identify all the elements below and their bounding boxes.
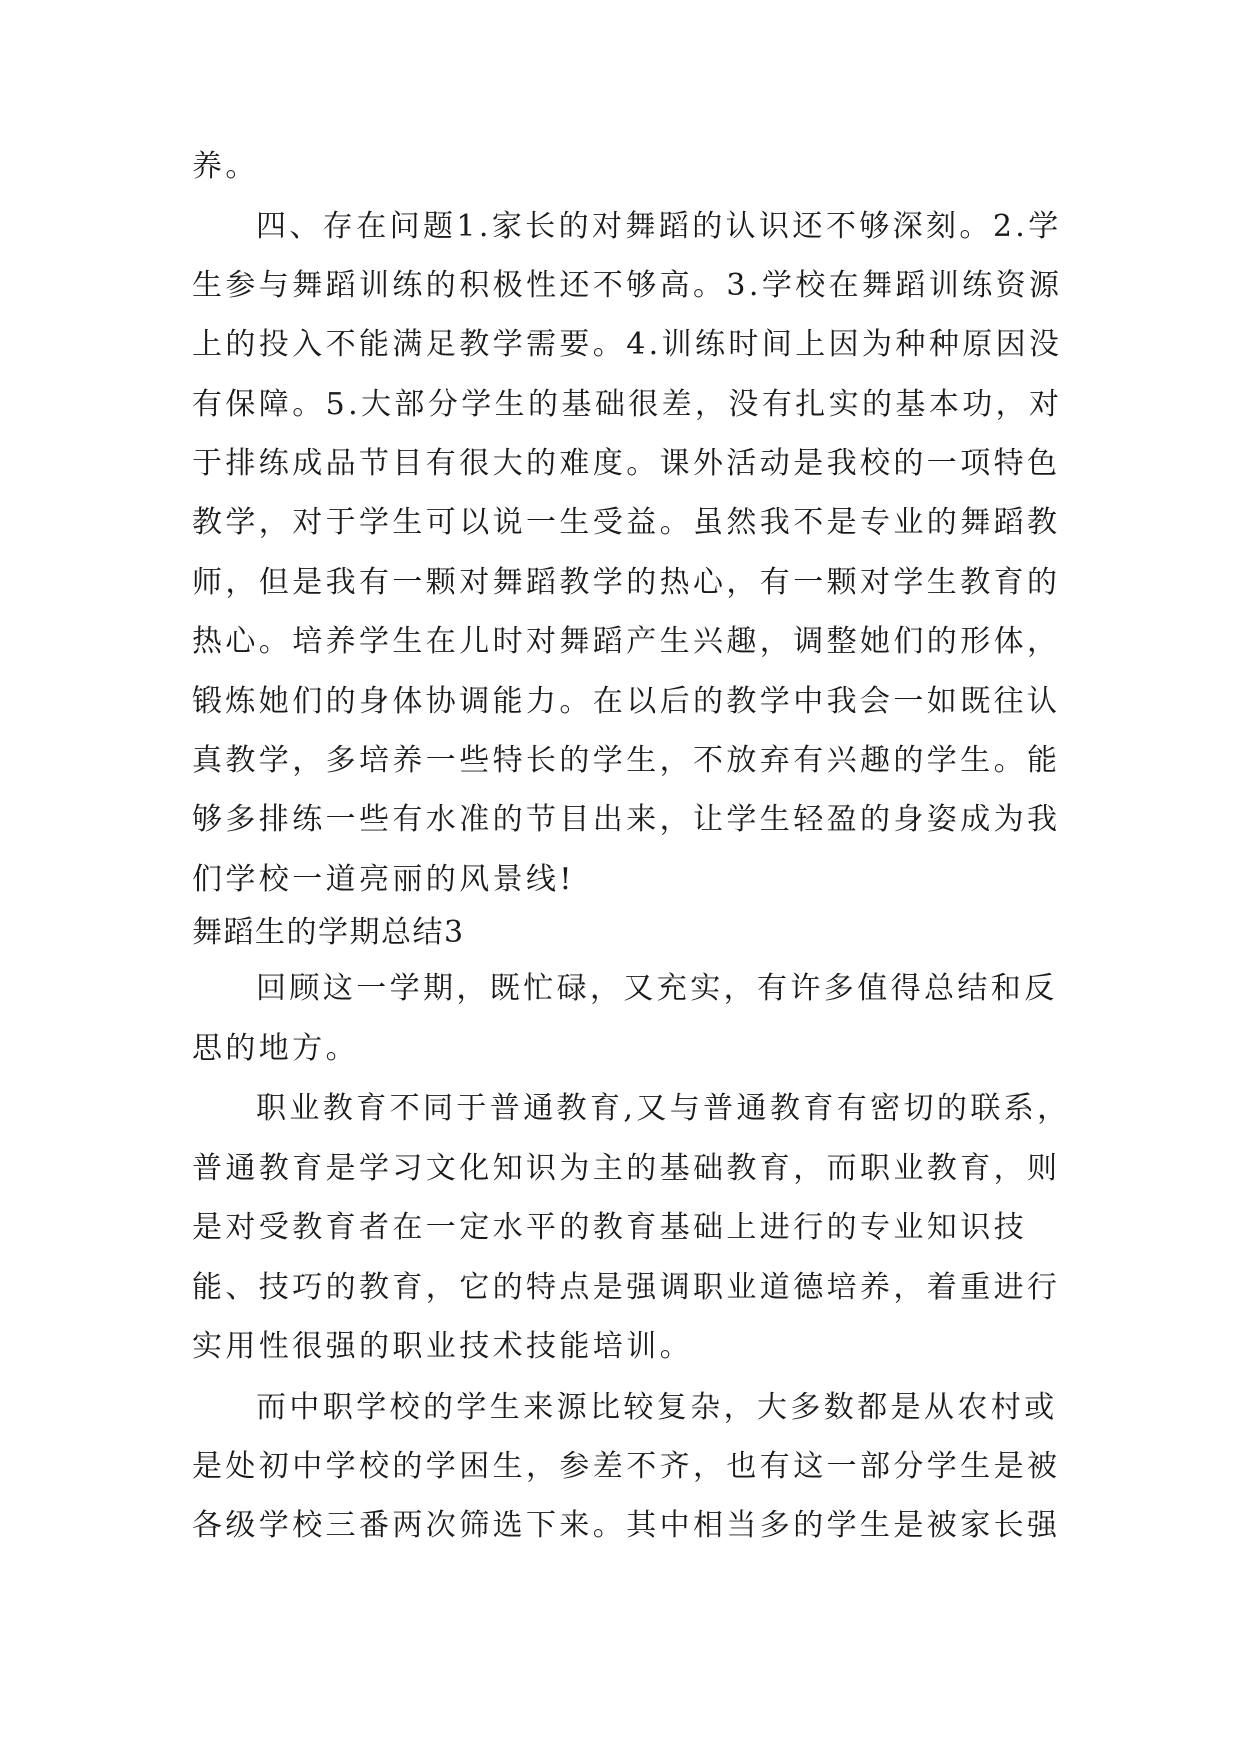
text-line: 够多排练一些有水准的节目出来，让学生轻盈的身姿成为我 [192, 802, 1061, 837]
text-line: 各级学校三番两次筛选下来。其中相当多的学生是被家长强 [192, 1508, 1061, 1543]
text-line: 思的地方。 [192, 1031, 359, 1066]
text-line: 们学校一道亮丽的风景线! [192, 862, 575, 897]
text-line: 能、技巧的教育，它的特点是强调职业道德培养，着重进行 [192, 1270, 1061, 1305]
text-line: 锻炼她们的身体协调能力。在以后的教学中我会一如既往认 [192, 684, 1061, 719]
text-line: 四、存在问题1.家长的对舞蹈的认识还不够深刻。2.学 [256, 209, 1062, 244]
text-line: 上的投入不能满足教学需要。4.训练时间上因为种种原因没 [192, 327, 1063, 362]
text-line: 养。 [192, 149, 259, 184]
section-heading: 舞蹈生的学期总结3 [192, 915, 465, 950]
text-line: 是处初中学校的学困生，参差不齐，也有这一部分学生是被 [192, 1449, 1061, 1484]
text-line: 真教学，多培养一些特长的学生，不放弃有兴趣的学生。能 [192, 743, 1061, 778]
text-line: 于排练成品节目有很大的难度。课外活动是我校的一项特色 [192, 446, 1061, 481]
text-line: 热心。培养学生在儿时对舞蹈产生兴趣，调整她们的形体， [192, 624, 1061, 659]
text-line: 是对受教育者在一定水平的教育基础上进行的专业知识技 [192, 1210, 1027, 1245]
text-line: 回顾这一学期，既忙碌，又充实，有许多值得总结和反 [256, 971, 1058, 1006]
text-line: 有保障。5.大部分学生的基础很差，没有扎实的基本功，对 [192, 387, 1063, 422]
text-line: 而中职学校的学生来源比较复杂，大多数都是从农村或 [256, 1390, 1058, 1425]
text-line: 普通教育是学习文化知识为主的基础教育，而职业教育，则 [192, 1151, 1061, 1186]
text-line: 职业教育不同于普通教育,又与普通教育有密切的联系， [256, 1091, 1071, 1126]
text-line: 师，但是我有一颗对舞蹈教学的热心，有一颗对学生教育的 [192, 565, 1061, 600]
text-line: 教学，对于学生可以说一生受益。虽然我不是专业的舞蹈教 [192, 505, 1061, 540]
text-line: 实用性很强的职业技术技能培训。 [192, 1329, 693, 1364]
text-line: 生参与舞蹈训练的积极性还不够高。3.学校在舞蹈训练资源 [192, 268, 1063, 303]
